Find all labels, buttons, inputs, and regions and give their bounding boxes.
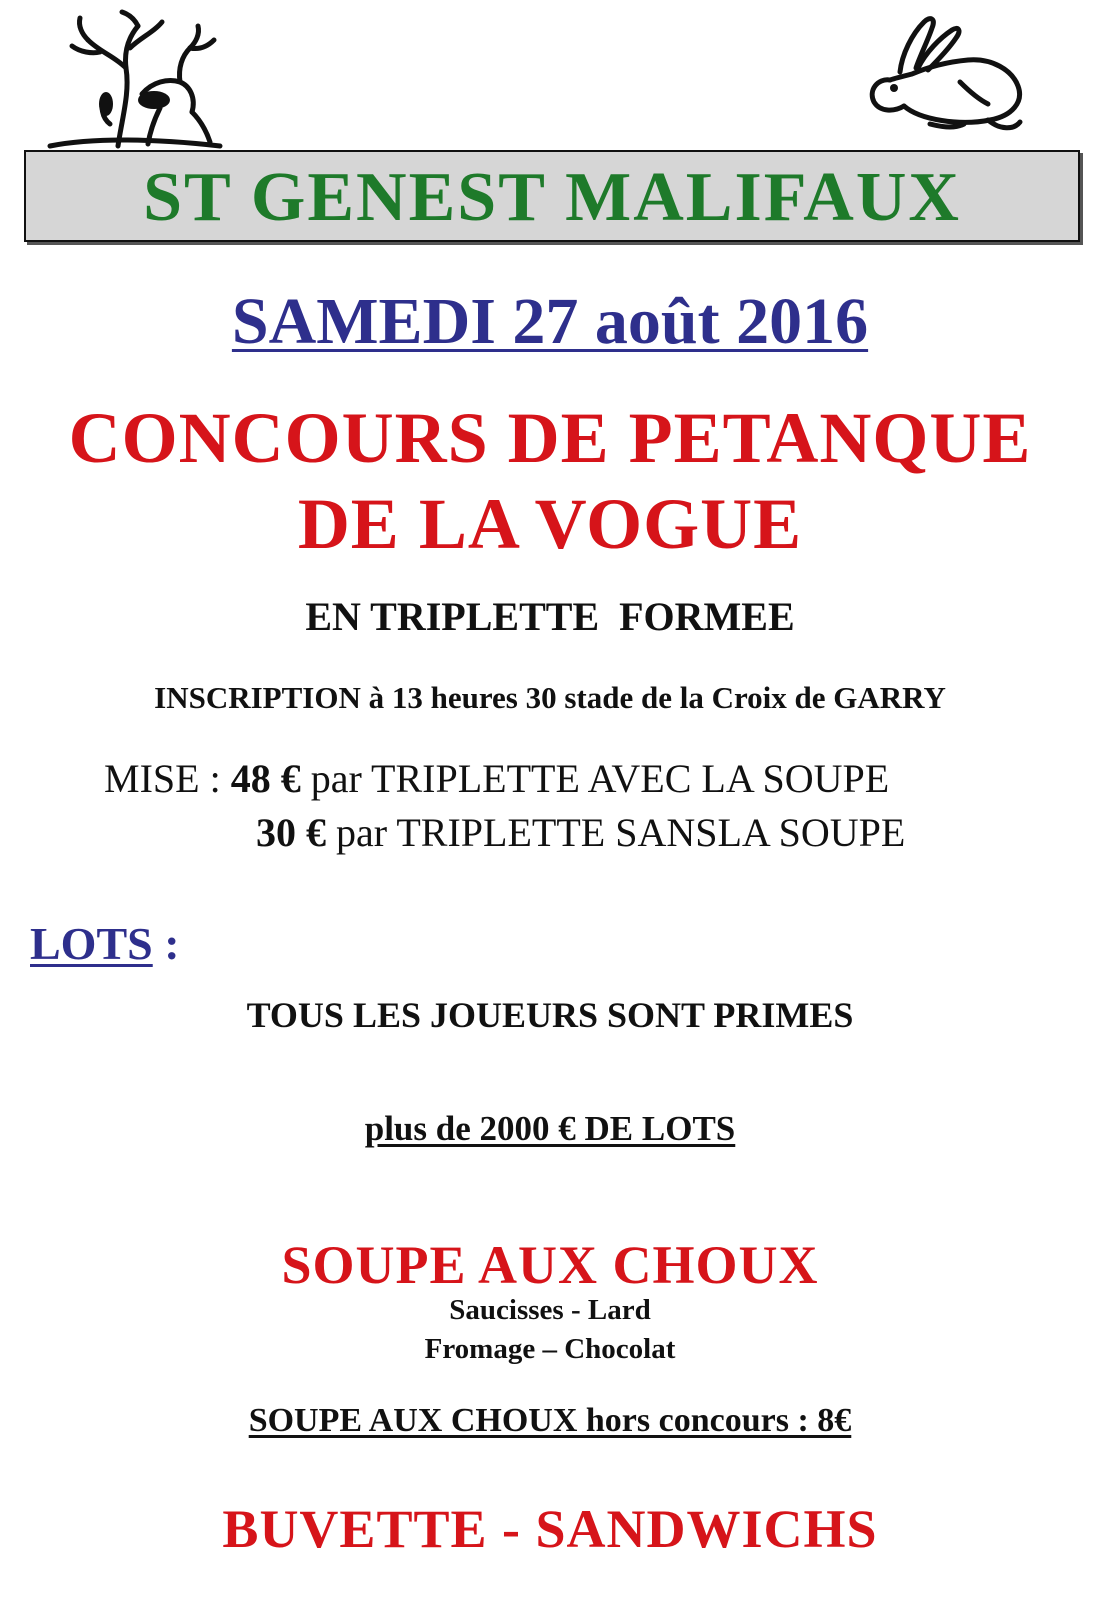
fee-without-soup	[256, 808, 905, 858]
soup-price-text: SOUPE AUX CHOUX hors concours : 8€	[248, 1402, 852, 1439]
fee-label: MISE :	[104, 756, 231, 801]
fee-with-soup-amount: 48 €	[230, 756, 301, 801]
town-title: ST GENEST MALIFAUX	[143, 159, 961, 236]
lots-heading-word: LOTS	[30, 918, 153, 969]
fee-with-soup	[104, 754, 889, 804]
format-line: EN TRIPLETTE FORMEE	[305, 594, 795, 639]
soup-title: SOUPE AUX CHOUX	[281, 1235, 819, 1295]
registration-line: INSCRIPTION à 13 heures 30 stade de la Croix de GARRY	[154, 680, 946, 715]
prizes-text: plus de 2000 € DE LOTS	[364, 1109, 736, 1148]
fee-without-soup-text: par TRIPLETTE SANSLA SOUPE	[326, 810, 906, 855]
soup-items-line-2: Fromage – Chocolat	[424, 1333, 676, 1365]
players-line: TOUS LES JOUEURS SONT PRIMES	[246, 995, 854, 1035]
lots-heading	[30, 916, 180, 972]
fee-with-soup-text: par TRIPLETTE AVEC LA SOUPE	[300, 756, 890, 801]
tree-and-deer-drawing-icon	[30, 8, 240, 150]
bar-sandwiches-line: BUVETTE - SANDWICHS	[222, 1499, 878, 1559]
event-title-line-1: CONCOURS DE PETANQUE	[68, 398, 1032, 478]
event-title-line-2: DE LA VOGUE	[297, 484, 803, 564]
lots-heading-colon: :	[152, 918, 180, 969]
event-date-text: SAMEDI 27 août 2016	[231, 285, 869, 358]
soup-price-line	[0, 1398, 1100, 1444]
town-banner	[24, 150, 1080, 242]
soup-items-line-1: Saucisses - Lard	[449, 1294, 651, 1326]
prizes-line	[0, 1106, 1100, 1152]
event-date	[0, 282, 1100, 362]
fee-without-soup-amount: 30 €	[256, 810, 326, 855]
rabbit-drawing-icon	[860, 8, 1030, 136]
